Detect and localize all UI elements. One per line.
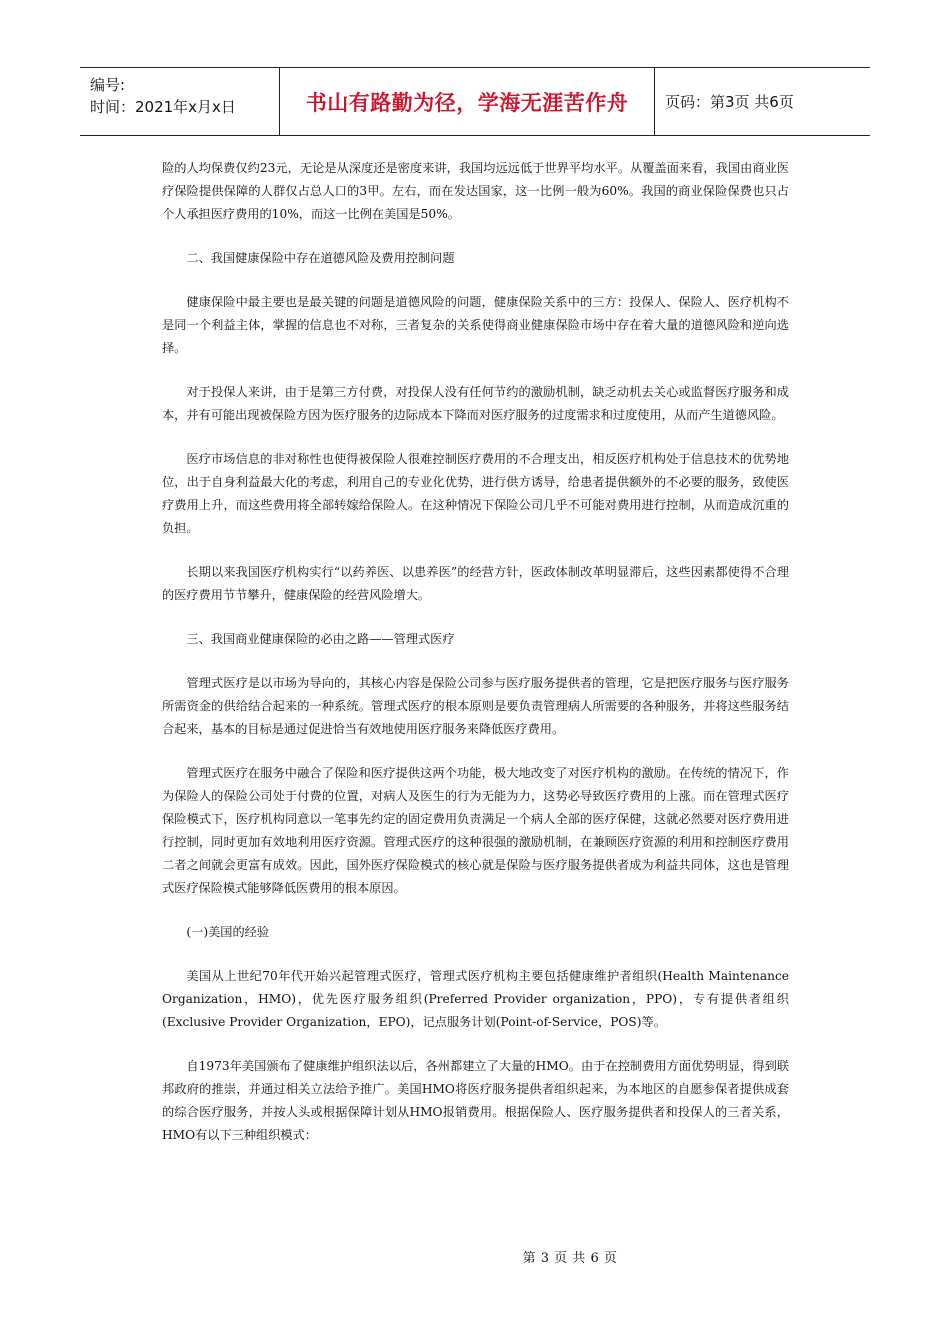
section-heading-3: 三、我国商业健康保险的必由之路——管理式医疗: [186, 632, 455, 646]
paragraph-1: 险的人均保费仅约23元，无论是从深度还是密度来讲，我国均远远低于世界平均水平。从覆盖面来看，我国由商业医疗保险提供保障的人群仅占总人口的3甲。左右，而在发达国家，这一比例一般为60%。我国的商业保险保费也只占个人承担医疗费用的10%，而这一比例在美国是50%。: [162, 161, 789, 221]
paragraph-2: 健康保险中最主要也是最关键的问题是道德风险的问题，健康保险关系中的三方：投保人、保险人、医疗机构不是同一个利益主体，掌握的信息也不对称，三者复杂的关系使得商业健康保险市场中存在着大量的道德风险和逆向选择。: [162, 295, 789, 355]
header-page-number: 页码：第3页 共6页: [665, 93, 794, 111]
page-footer: [0, 1247, 950, 1266]
paragraph-9: 自1973年美国颁布了健康维护组织法以后，各州都建立了大量的HMO。由于在控制费用方面优势明显，得到联邦政府的推崇，并通过相关立法给予推广。美国HMO将医疗服务提供者组织起来，为本地区的自愿参保者提供成套的综合医疗服务，并按人头或根据保障计划从HMO报销费用。根据保险人、医疗服务提供者和投保人的三者关系，HMO有以下三种组织模式：: [162, 1059, 789, 1142]
document-date-label: 时间：2021年x月x日: [90, 98, 236, 116]
paragraph-4: 医疗市场信息的非对称性也使得被保险人很难控制医疗费用的不合理支出，相反医疗机构处于信息技术的优势地位，出于自身利益最大化的考虑，利用自己的专业化优势，进行供方诱导，给患者提供额外的不必要的服务，致使医疗费用上升，而这些费用将全部转嫁给保险人。在这种情况下保险公司几乎不可能对费用进行控制，从而造成沉重的负担。: [162, 452, 789, 535]
paragraph-8: 美国从上世纪70年代开始兴起管理式医疗，管理式医疗机构主要包括健康维护者组织(Health Maintenance Organization，HMO)，优先医疗服务组织(Preferred Provider organization，PPO)，专有提供者组织(Exclusive Provider Organization，EPO)，记点服务计划(Point-of-Service，POS)等。: [162, 969, 789, 1029]
document-number-label: 编号:: [90, 76, 126, 94]
paragraph-7: 管理式医疗在服务中融合了保险和医疗提供这两个功能，极大地改变了对医疗机构的激励。在传统的情况下，作为保险人的保险公司处于付费的位置，对病人及医生的行为无能为力，这势必导致医疗费用的上涨。而在管理式医疗保险模式下，医疗机构同意以一笔事先约定的固定费用负责满足一个病人全部的医疗保健，这就必然要对医疗费用进行控制，同时更加有效地利用医疗资源。管理式医疗的这种很强的激励机制，在兼顾医疗资源的利用和控制医疗费用二者之间就会更富有成效。因此，国外医疗保险模式的核心就是保险与医疗服务提供者成为利益共同体，这也是管理式医疗保险模式能够降低医费用的根本原因。: [162, 766, 789, 895]
paragraph-5: 长期以来我国医疗机构实行“以药养医、以患养医”的经营方针，医政体制改革明显滞后，这些因素都使得不合理的医疗费用节节攀升，健康保险的经营风险增大。: [162, 565, 789, 602]
paragraph-6: 管理式医疗是以市场为导向的，其核心内容是保险公司参与医疗服务提供者的管理，它是把医疗服务与医疗服务所需资金的供给结合起来的一种系统。管理式医疗的根本原则是要负责管理病人所需要的各种服务，并将这些服务结合起来，基本的目标是通过促进恰当有效地使用医疗服务来降低医疗费用。: [162, 676, 789, 736]
footer-page-number: 第 3 页 共 6 页: [522, 1251, 618, 1266]
header-table: [80, 67, 870, 136]
subsection-heading-us: (一)美国的经验: [186, 925, 270, 939]
document-body: [162, 157, 789, 1168]
section-heading-2: 二、我国健康保险中存在道德风险及费用控制问题: [186, 251, 455, 265]
header-motto: 书山有路勤为径，学海无涯苦作舟: [280, 68, 655, 135]
paragraph-3: 对于投保人来讲，由于是第三方付费，对投保人没有任何节约的激励机制，缺乏动机去关心或监督医疗服务和成本，并有可能出现被保险方因为医疗服务的边际成本下降而对医疗服务的过度需求和过度使用，从而产生道德风险。: [162, 385, 789, 422]
header-meta-cell: [80, 68, 280, 135]
